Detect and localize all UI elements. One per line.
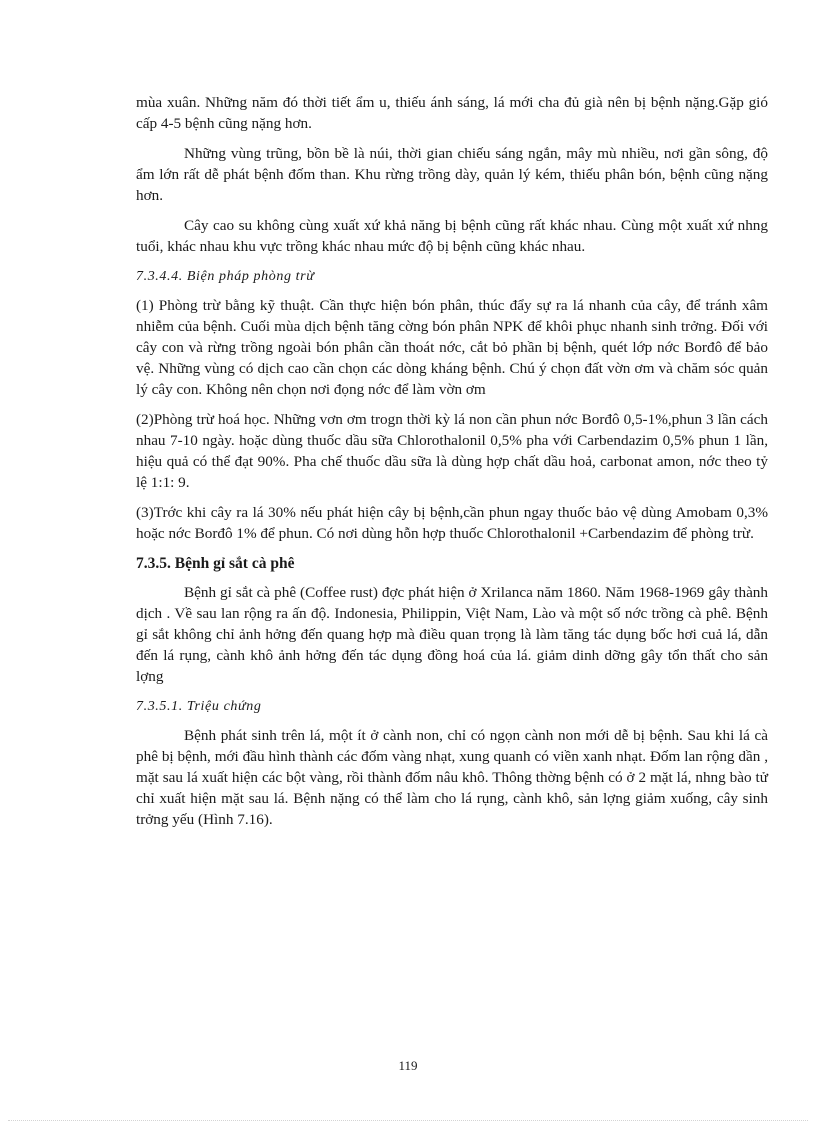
paragraph-symptoms: Bệnh phát sinh trên lá, một ít ở cành non, chỉ có ngọn cành non mới dễ bị bệnh. Sau khi lá cà phê bị bệnh, mới đầu hình thành các đốm vàng nhạt, xung quanh có viền xanh nhạt. Đốm lan rộng dần , mặt sau lá xuất hiện các bột vàng, rồi thành đốm nâu khô. Thông thờng bệnh có ở 2 mặt lá, nhng bào tử chỉ xuất hiện mặt sau lá. Bệnh nặng có thể làm cho lá rụng, cành khô, sản lợng giảm xuống, cây sinh trởng yếu (Hình 7.16).: [136, 727, 768, 828]
heading-7344-control-measures: 7.3.4.4. Biện pháp phòng trừ: [136, 269, 315, 284]
page-body: [136, 92, 768, 839]
page-number: 119: [398, 1058, 418, 1073]
heading-735-coffee-rust: 7.3.5. Bệnh gỉ sắt cà phê: [136, 555, 295, 572]
page-bottom-divider: [8, 1120, 808, 1121]
paragraph-preventive-spray: (3)Trớc khi cây ra lá 30% nếu phát hiện cây bị bệnh,cần phun ngay thuốc bảo vệ dùng Amobam 0,3% hoặc nớc Borđô 1% để phun. Có nơi dùng hỗn hợp thuốc Chlorothalonil +Carbendazim để phòng trừ.: [136, 504, 768, 542]
paragraph-chemical-control: (2)Phòng trừ hoá học. Những vơn ơm trogn thời kỳ lá non cần phun nớc Borđô 0,5-1%,phun 3 lần cách nhau 7-10 ngày. hoặc dùng thuốc dầu sữa Chlorothalonil 0,5% pha với Carbendazim 0,5% phun 1 lần, hiệu quả có thể đạt 90%. Pha chế thuốc dầu sữa là dùng hợp chất dầu hoả, carbonat amon, nớc theo tỷ lệ 1:1: 9.: [136, 411, 768, 491]
paragraph-terrain: Những vùng trũng, bồn bề là núi, thời gian chiếu sáng ngắn, mây mù nhiều, nơi gần sông, độ ẩm lớn rất dễ phát bệnh đốm than. Khu rừng trồng dày, quản lý kém, thiếu phân bón, bệnh cũng nặng hơn.: [136, 145, 768, 204]
heading-7351-symptoms: 7.3.5.1. Triệu chứng: [136, 699, 262, 714]
paragraph-technical-control: (1) Phòng trừ bằng kỹ thuật. Cần thực hiện bón phân, thúc đẩy sự ra lá nhanh của cây, để tránh xâm nhiễm của bệnh. Cuối mùa dịch bệnh tăng cờng bón phân NPK để khôi phục nhanh sinh trởng. Đối với cây con và rừng trồng ngoài bón phân cần thoát nớc, cắt bỏ phần bị bệnh, quét lớp nớc Borđô để bảo vệ. Những vùng có dịch cao cần chọn các dòng kháng bệnh. Chú ý chọn đất vờn ơm và chăm sóc quản lý cây con. Không nên chọn nơi đọng nớc để làm vờn ơm: [136, 297, 768, 398]
paragraph-origin: Cây cao su không cùng xuất xứ khả năng bị bệnh cũng rất khác nhau. Cùng một xuất xứ nhng tuổi, khác nhau khu vực trồng khác nhau mức độ bị bệnh cũng khác nhau.: [136, 217, 768, 255]
paragraph-continuation: mùa xuân. Những năm đó thời tiết ẩm u, thiếu ánh sáng, lá mới cha đủ già nên bị bệnh nặng.Gặp gió cấp 4-5 bệnh cũng nặng hơn.: [136, 94, 768, 132]
paragraph-coffee-rust-intro: Bệnh gỉ sắt cà phê (Coffee rust) đợc phát hiện ở Xrilanca năm 1860. Năm 1968-1969 gây thành dịch . Về sau lan rộng ra ấn độ. Indonesia, Philippin, Việt Nam, Lào và một số nớc trồng cà phê. Bệnh gỉ sắt không chỉ ảnh hởng đến quang hợp mà điều quan trọng là làm tăng tác dụng bốc hơi cuả lá, dẫn đến lá rụng, cành khô ảnh hởng đến tác dụng đồng hoá của lá. giảm dinh dỡng gây tổn thất cho sản lợng: [136, 584, 768, 685]
